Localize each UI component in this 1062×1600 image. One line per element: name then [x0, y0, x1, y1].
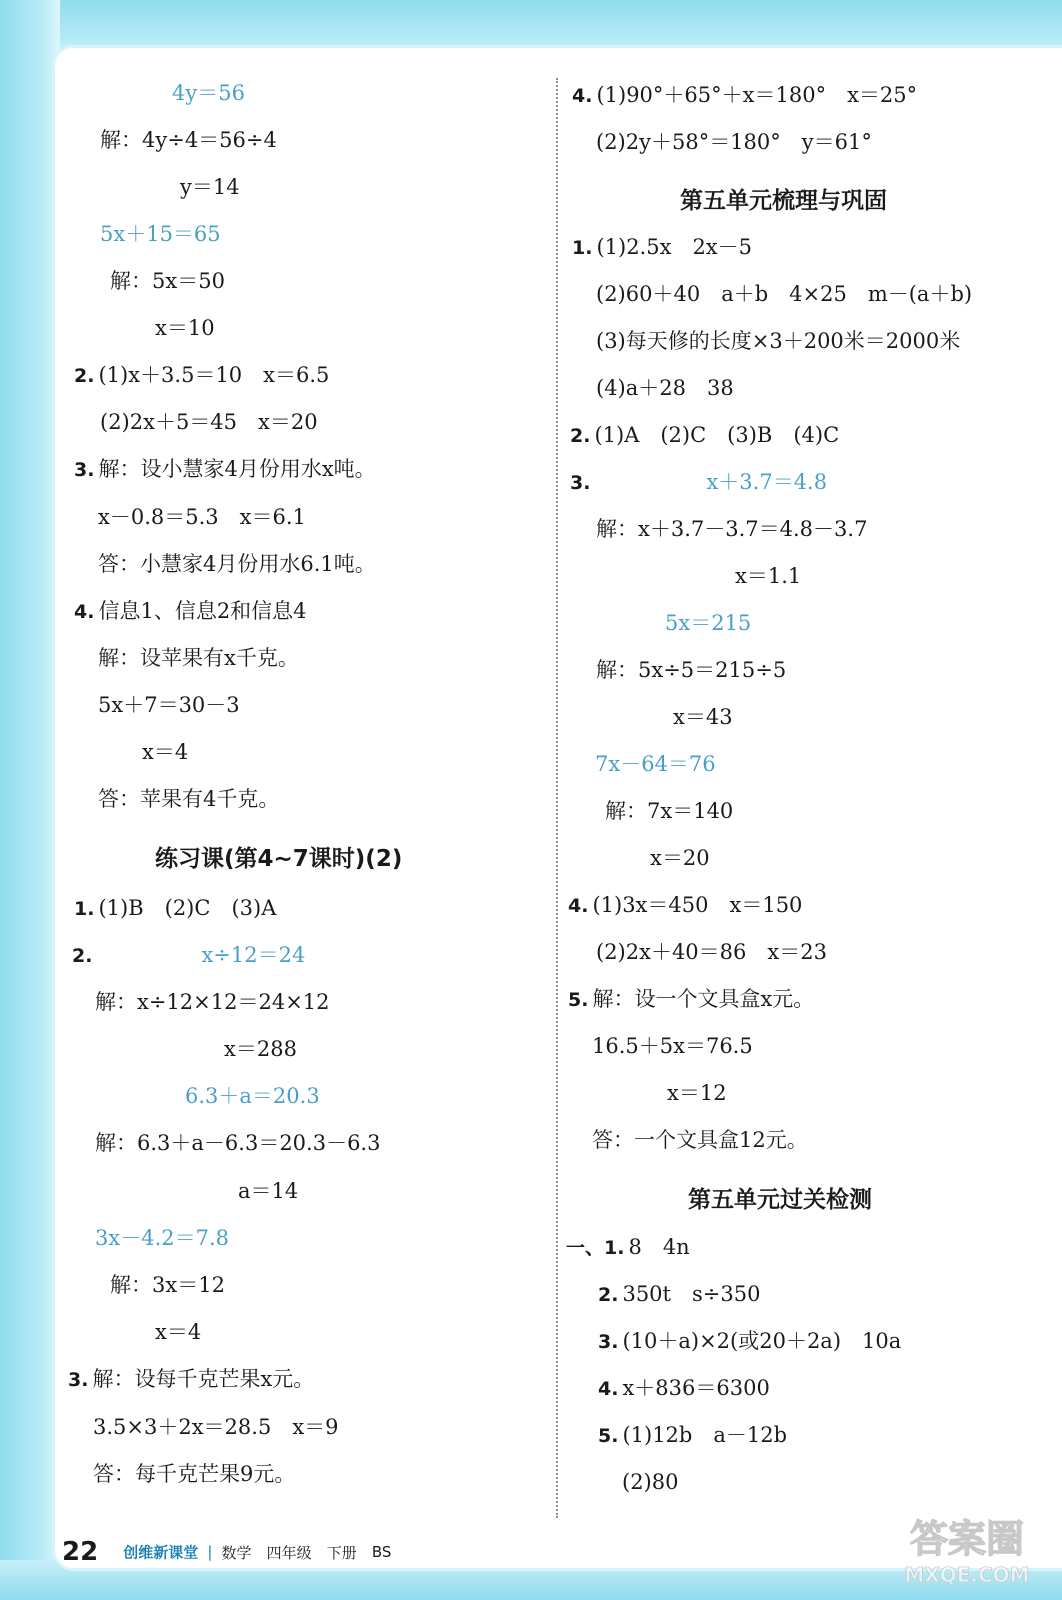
answer-text: 答：每千克芒果9元。: [93, 1462, 296, 1486]
question-number: 1.: [74, 898, 95, 920]
answer-line: [98, 786, 279, 812]
answer-text: 5x＋7＝30－3: [98, 693, 240, 717]
answer-text: (1)3x＝450 x＝150: [592, 893, 803, 917]
answer-line: [72, 942, 305, 969]
answer-text: 16.5＋5x＝76.5: [592, 1034, 753, 1058]
answer-text: (1)A (2)C (3)B (4)C: [594, 423, 840, 447]
answer-line: [98, 692, 240, 718]
subject: 数学: [221, 1543, 252, 1562]
answer-line: [74, 456, 376, 483]
answer-line: [93, 1461, 295, 1487]
given-equation: 4y＝56: [172, 81, 245, 105]
footer-separator: |: [207, 1543, 213, 1561]
edition: BS: [371, 1543, 392, 1561]
answer-text: 答：苹果有4千克。: [98, 787, 280, 811]
answer-text: (1)x＋3.5＝10 x＝6.5: [98, 363, 330, 387]
answer-line: [595, 751, 716, 777]
question-number: 4.: [74, 601, 95, 623]
answer-text: 解：设苹果有x千克。: [98, 646, 299, 670]
answer-text: 350t s÷350: [622, 1282, 761, 1306]
given-equation: 5x＋15＝65: [100, 222, 221, 246]
answer-text: 答：一个文具盒12元。: [592, 1128, 808, 1152]
answer-line: [142, 739, 188, 765]
answer-text: 解：设小慧家4月份用水x吨。: [98, 457, 376, 481]
answer-text: x＝4: [142, 740, 189, 764]
volume: 下册: [326, 1543, 357, 1562]
answer-line: [592, 1127, 808, 1153]
answer-line: [572, 234, 752, 261]
answer-text: 解：7x＝140: [605, 799, 734, 823]
answer-text: (1)12b a－12b: [622, 1423, 788, 1447]
answer-line: [598, 1328, 901, 1355]
answer-line: [172, 80, 245, 106]
given-equation: 6.3＋a＝20.3: [185, 1084, 320, 1108]
answer-line: [596, 328, 960, 354]
page-frame-left: [0, 0, 60, 1600]
watermark-url: MXQE.COM: [904, 1563, 1030, 1587]
answer-text: 3.5×3＋2x＝28.5 x＝9: [93, 1415, 339, 1439]
answer-text: (10＋a)×2(或20＋2a) 10a: [622, 1329, 902, 1353]
answer-text: 解：3x＝12: [110, 1273, 225, 1297]
given-equation: 3x－4.2＝7.8: [95, 1226, 229, 1250]
question-number: 4.: [572, 85, 593, 107]
answer-line: [100, 409, 318, 435]
answer-text: (2)80: [622, 1470, 679, 1494]
answer-line: [185, 1083, 320, 1109]
question-number: 3.: [598, 1331, 619, 1353]
answer-line: [572, 82, 917, 109]
answer-line: [155, 315, 215, 341]
answer-line: [74, 895, 276, 922]
given-equation: 7x－64＝76: [595, 752, 716, 776]
answer-text: x＝10: [155, 316, 215, 340]
answer-text: (3)每天修的长度×3＋200米＝2000米: [596, 329, 961, 353]
column-divider: [556, 78, 558, 1518]
answer-text: 解：4y÷4＝56÷4: [100, 128, 277, 152]
answer-text: x＝288: [224, 1037, 297, 1061]
answer-line: [238, 1178, 298, 1204]
answer-line: [224, 1036, 297, 1062]
question-number: 一、1.: [566, 1237, 625, 1259]
answer-line: [155, 1319, 201, 1345]
answer-line: [570, 422, 839, 449]
answer-line: [622, 1469, 678, 1495]
answer-line: [735, 563, 801, 589]
section-heading: 第五单元梳理与巩固: [680, 188, 887, 214]
section-heading: 练习课(第4~7课时)(2): [155, 846, 403, 872]
answer-text: 解：设每千克芒果x元。: [92, 1367, 315, 1391]
answer-line: [566, 1234, 690, 1261]
question-number: 4.: [598, 1378, 619, 1400]
answer-line: [568, 892, 802, 919]
answer-line: [650, 845, 710, 871]
answer-text: 信息1、信息2和信息4: [98, 599, 307, 623]
answer-line: [673, 704, 733, 730]
section-heading: 第五单元过关检测: [688, 1187, 872, 1213]
answer-text: 解：6.3＋a－6.3＝20.3－6.3: [95, 1131, 381, 1155]
answer-line: [98, 504, 306, 530]
question-number: 2.: [74, 365, 95, 387]
answer-text: x＝43: [673, 705, 733, 729]
answer-text: 解：5x÷5＝215÷5: [596, 658, 787, 682]
answer-line: [68, 1366, 314, 1393]
answer-line: [596, 129, 872, 155]
answer-text: x－0.8＝5.3 x＝6.1: [98, 505, 306, 529]
question-number: 3.: [570, 472, 591, 494]
answer-line: [570, 469, 827, 496]
answer-line: [95, 989, 330, 1015]
answer-line: [180, 174, 240, 200]
answer-text: 答：小慧家4月份用水6.1吨。: [98, 552, 376, 576]
answer-text: 解：x＋3.7－3.7＝4.8－3.7: [596, 517, 868, 541]
given-equation: x＋3.7＝4.8: [706, 470, 828, 494]
answer-text: 8 4n: [628, 1235, 690, 1259]
answer-text: (2)2x＋5＝45 x＝20: [100, 410, 318, 434]
answer-line: [95, 1130, 380, 1156]
brand-name: 创维新课堂: [123, 1543, 199, 1562]
answer-text: 解：5x＝50: [110, 269, 225, 293]
question-number: 5.: [568, 989, 589, 1011]
answer-line: [596, 657, 786, 683]
answer-text: x＝4: [155, 1320, 202, 1344]
watermark-logo: [880, 1510, 1055, 1590]
answer-text: (1)B (2)C (3)A: [98, 896, 277, 920]
answer-text: (2)2y＋58°＝180° y＝61°: [596, 130, 872, 154]
question-number: 5.: [598, 1425, 619, 1447]
answer-line: [98, 645, 299, 671]
question-number: 3.: [68, 1369, 89, 1391]
question-number: 2.: [72, 945, 93, 967]
given-equation: 5x＝215: [665, 611, 752, 635]
answer-line: [596, 939, 827, 965]
answer-text: a＝14: [238, 1179, 299, 1203]
question-number: 3.: [74, 459, 95, 481]
answer-text: x＝20: [650, 846, 710, 870]
answer-line: [605, 798, 733, 824]
grade: 四年级: [266, 1543, 312, 1562]
answer-line: [598, 1422, 787, 1449]
answer-line: [667, 1080, 727, 1106]
answer-text: (1)2.5x 2x－5: [596, 235, 753, 259]
answer-line: [568, 986, 814, 1013]
answer-line: [598, 1375, 770, 1402]
answer-text: (4)a＋28 38: [596, 376, 734, 400]
answer-text: x＋836＝6300: [622, 1376, 770, 1400]
watermark-text: 答案圈: [909, 1517, 1025, 1561]
given-equation: x÷12＝24: [201, 943, 306, 967]
answer-line: [98, 551, 376, 577]
page-number: 22: [62, 1537, 99, 1567]
question-number: 4.: [568, 895, 589, 917]
answer-line: [596, 516, 867, 542]
answer-line: [596, 375, 734, 401]
answer-text: x＝12: [667, 1081, 727, 1105]
answer-text: 解：x÷12×12＝24×12: [95, 990, 330, 1014]
answer-text: (2)2x＋40＝86 x＝23: [596, 940, 827, 964]
answer-text: x＝1.1: [735, 564, 802, 588]
answer-line: [100, 127, 277, 153]
answer-line: [95, 1225, 229, 1251]
answer-line: [592, 1033, 753, 1059]
answer-line: [598, 1281, 760, 1308]
answer-text: y＝14: [180, 175, 240, 199]
answer-text: 解：设一个文具盒x元。: [592, 987, 815, 1011]
answer-line: [110, 268, 225, 294]
question-number: 1.: [572, 237, 593, 259]
question-number: 2.: [570, 425, 591, 447]
answer-line: [110, 1272, 225, 1298]
answer-line: [100, 221, 221, 247]
page-footer: [62, 1537, 401, 1571]
question-number: 2.: [598, 1284, 619, 1306]
answer-line: [74, 362, 329, 389]
answer-line: [74, 598, 307, 625]
answer-line: [93, 1414, 339, 1440]
answer-line: [665, 610, 751, 636]
answer-text: (1)90°＋65°＋x＝180° x＝25°: [596, 83, 918, 107]
answer-line: [596, 281, 972, 307]
answer-text: (2)60＋40 a＋b 4×25 m－(a＋b): [596, 282, 973, 306]
